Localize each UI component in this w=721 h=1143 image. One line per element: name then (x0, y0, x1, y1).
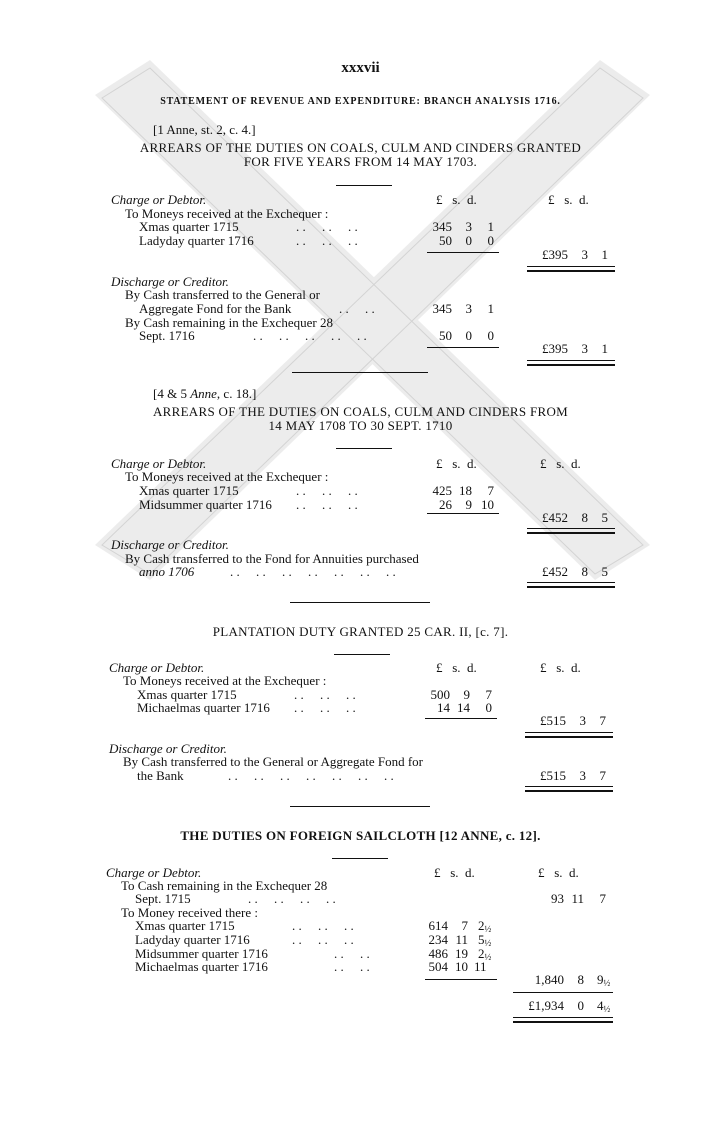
row-label: Xmas quarter 1715 (137, 687, 237, 702)
leader-dots: . . . . . . . . (248, 891, 336, 906)
charge-intro: To Moneys received at the Exchequer : (123, 673, 327, 688)
total-pounds: £395 (542, 341, 568, 356)
sum-rule (427, 347, 499, 348)
total-pence: 5 (601, 510, 608, 525)
row-label: Michaelmas quarter 1716 (137, 700, 270, 715)
total-double-rule (527, 582, 615, 588)
sum-rule (513, 992, 613, 993)
charge-intro: To Moneys received at the Exchequer : (125, 469, 329, 484)
discharge-line: By Cash remaining in the Exchequer 28 (125, 315, 333, 330)
sum-rule (427, 513, 499, 514)
total-shillings: 8 (581, 564, 588, 579)
total-pounds: £452 (542, 510, 568, 525)
pounds: 500 (430, 687, 450, 702)
sum-rule (425, 979, 497, 980)
shillings: 19 (455, 946, 468, 961)
row-label: Midsummer quarter 1716 (135, 946, 268, 961)
shillings: 18 (459, 483, 472, 498)
total-shillings: 3 (581, 341, 588, 356)
total-shillings: 3 (579, 713, 586, 728)
leader-dots: . . . . . . (292, 918, 354, 933)
column-header: £ s. d. (434, 865, 475, 880)
pence: 1 (487, 219, 494, 234)
total-double-rule (525, 786, 613, 792)
column-header: £ s. d. (548, 192, 589, 207)
pence: $5_{\frac{1}{2}}$ (478, 932, 492, 948)
total-pounds: £515 (540, 768, 566, 783)
discharge-line: Sept. 1716 (139, 328, 195, 343)
pence: 1 (487, 301, 494, 316)
section-1-title-line-2: FOR FIVE YEARS FROM 14 MAY 1703. (243, 154, 478, 169)
section-2-statute-ref: [4 & 5 Anne, c. 18.] (153, 386, 257, 401)
discharge-label: Discharge or Creditor. (109, 741, 227, 756)
pounds: 345 (432, 301, 452, 316)
shillings: 3 (465, 301, 472, 316)
pence: 10 (481, 497, 494, 512)
pounds: 486 (428, 946, 448, 961)
total-double-rule (513, 1017, 613, 1023)
pence: 7 (485, 687, 492, 702)
pence: 7 (487, 483, 494, 498)
charge-label: Charge or Debtor. (106, 865, 202, 880)
pounds: 14 (437, 700, 450, 715)
leader-dots: . . . . . . (294, 700, 356, 715)
discharge-line: By Cash transferred to the General or Aggregate Fond for (123, 754, 423, 769)
subtotal-pounds: 1,840 (534, 972, 564, 987)
pounds: 26 (439, 497, 452, 512)
charge-intro: To Moneys received at the Exchequer : (125, 206, 329, 221)
shillings: 7 (461, 918, 468, 933)
grand-total-pence: $4_{\frac{1}{2}}$ (597, 998, 611, 1014)
discharge-line: Aggregate Fond for the Bank (139, 301, 292, 316)
leader-dots: . . . . . . (294, 687, 356, 702)
leader-dots: . . . . . . (296, 233, 358, 248)
pounds: 93 (551, 891, 564, 906)
charge-label: Charge or Debtor. (111, 456, 207, 471)
column-header: £ s. d. (436, 456, 477, 471)
total-shillings: 3 (581, 247, 588, 262)
leader-dots: . . . . (334, 946, 370, 961)
divider (332, 858, 388, 859)
section-2-title-line-1: ARREARS OF THE DUTIES ON COALS, CULM AND CINDERS FROM (152, 404, 569, 419)
column-header: £ s. d. (538, 865, 579, 880)
total-pence: 1 (601, 247, 608, 262)
grand-total-shillings: 0 (577, 998, 584, 1013)
shillings: 9 (463, 687, 470, 702)
leader-dots: . . . . . . (296, 219, 358, 234)
leader-dots: . . . . . . . . . . . . . . (230, 564, 396, 579)
total-double-rule (527, 266, 615, 272)
shillings: 14 (457, 700, 470, 715)
section-3-title: PLANTATION DUTY GRANTED 25 CAR. II, [c. 7]. (212, 624, 509, 639)
pence: $2_{\frac{1}{2}}$ (478, 918, 492, 934)
row-label: Xmas quarter 1715 (139, 219, 239, 234)
divider (336, 448, 392, 449)
discharge-line: the Bank (137, 768, 184, 783)
total-pence: 1 (601, 341, 608, 356)
row-label: Xmas quarter 1715 (139, 483, 239, 498)
row-label: Midsummer quarter 1716 (139, 497, 272, 512)
pence: 7 (599, 891, 606, 906)
shillings: 9 (465, 497, 472, 512)
total-pounds: £452 (542, 564, 568, 579)
section-2-title-line-2: 14 MAY 1708 TO 30 SEPT. 1710 (268, 418, 453, 433)
leader-dots: . . . . . . (296, 497, 358, 512)
pounds: 504 (428, 959, 448, 974)
row-label: Xmas quarter 1715 (135, 918, 235, 933)
row-label: Ladyday quarter 1716 (135, 932, 250, 947)
total-pounds: £515 (540, 713, 566, 728)
pounds: 50 (439, 328, 452, 343)
row-label: Ladyday quarter 1716 (139, 233, 254, 248)
pence: 0 (487, 328, 494, 343)
divider (336, 185, 392, 186)
charge-label: Charge or Debtor. (111, 192, 207, 207)
remain-line: To Cash remaining in the Exchequer 28 (121, 878, 328, 893)
section-divider (290, 602, 430, 603)
received-intro: To Money received there : (121, 905, 258, 920)
row-label: Michaelmas quarter 1716 (135, 959, 268, 974)
shillings: 11 (571, 891, 584, 906)
section-divider (290, 806, 430, 807)
leader-dots: . . . . . . . . . . (253, 328, 367, 343)
remain-line: Sept. 1715 (135, 891, 191, 906)
section-1-title-line-1: ARREARS OF THE DUTIES ON COALS, CULM AND CINDERS GRANTED (139, 140, 582, 155)
pounds: 614 (428, 918, 448, 933)
total-pence: 5 (601, 564, 608, 579)
pence: 0 (487, 233, 494, 248)
section-divider (292, 372, 428, 373)
total-double-rule (527, 528, 615, 534)
discharge-line: anno 1706 (139, 564, 195, 579)
column-header: £ s. d. (540, 660, 581, 675)
leader-dots: . . . . (334, 959, 370, 974)
total-double-rule (525, 732, 613, 738)
leader-dots: . . . . . . . . . . . . . . (228, 768, 394, 783)
charge-label: Charge or Debtor. (109, 660, 205, 675)
pounds: 234 (428, 932, 448, 947)
total-double-rule (527, 360, 615, 366)
sum-rule (425, 718, 497, 719)
grand-total-pounds: £1,934 (528, 998, 564, 1013)
pence: 11 (474, 959, 487, 974)
pence: $2_{\frac{1}{2}}$ (478, 946, 492, 962)
column-header: £ s. d. (436, 192, 477, 207)
pounds: 425 (432, 483, 452, 498)
total-shillings: 8 (581, 510, 588, 525)
page-number: xxxvii (341, 60, 380, 76)
shillings: 10 (455, 959, 468, 974)
shillings: 11 (455, 932, 468, 947)
total-shillings: 3 (579, 768, 586, 783)
divider (334, 654, 390, 655)
pounds: 50 (439, 233, 452, 248)
column-header: £ s. d. (540, 456, 581, 471)
discharge-line: By Cash transferred to the General or (125, 287, 320, 302)
discharge-line: By Cash transferred to the Fond for Annuities purchased (125, 551, 419, 566)
pounds: 345 (432, 219, 452, 234)
discharge-label: Discharge or Creditor. (111, 274, 229, 289)
section-1-statute-ref: [1 Anne, st. 2, c. 4.] (153, 122, 256, 137)
leader-dots: . . . . (339, 301, 375, 316)
column-header: £ s. d. (436, 660, 477, 675)
pence: 0 (485, 700, 492, 715)
subtotal-pence: $9_{\frac{1}{2}}$ (597, 972, 611, 988)
total-pounds: £395 (542, 247, 568, 262)
discharge-label: Discharge or Creditor. (111, 537, 229, 552)
leader-dots: . . . . . . (292, 932, 354, 947)
running-header: STATEMENT OF REVENUE AND EXPENDITURE: BRANCH ANALYSIS 1716. (160, 96, 561, 107)
total-pence: 7 (599, 713, 606, 728)
section-4-title: THE DUTIES ON FOREIGN SAILCLOTH [12 ANNE, c. 12]. (180, 828, 541, 843)
leader-dots: . . . . . . (296, 483, 358, 498)
shillings: 0 (465, 233, 472, 248)
shillings: 0 (465, 328, 472, 343)
subtotal-shillings: 8 (577, 972, 584, 987)
sum-rule (427, 252, 499, 253)
total-pence: 7 (599, 768, 606, 783)
shillings: 3 (465, 219, 472, 234)
